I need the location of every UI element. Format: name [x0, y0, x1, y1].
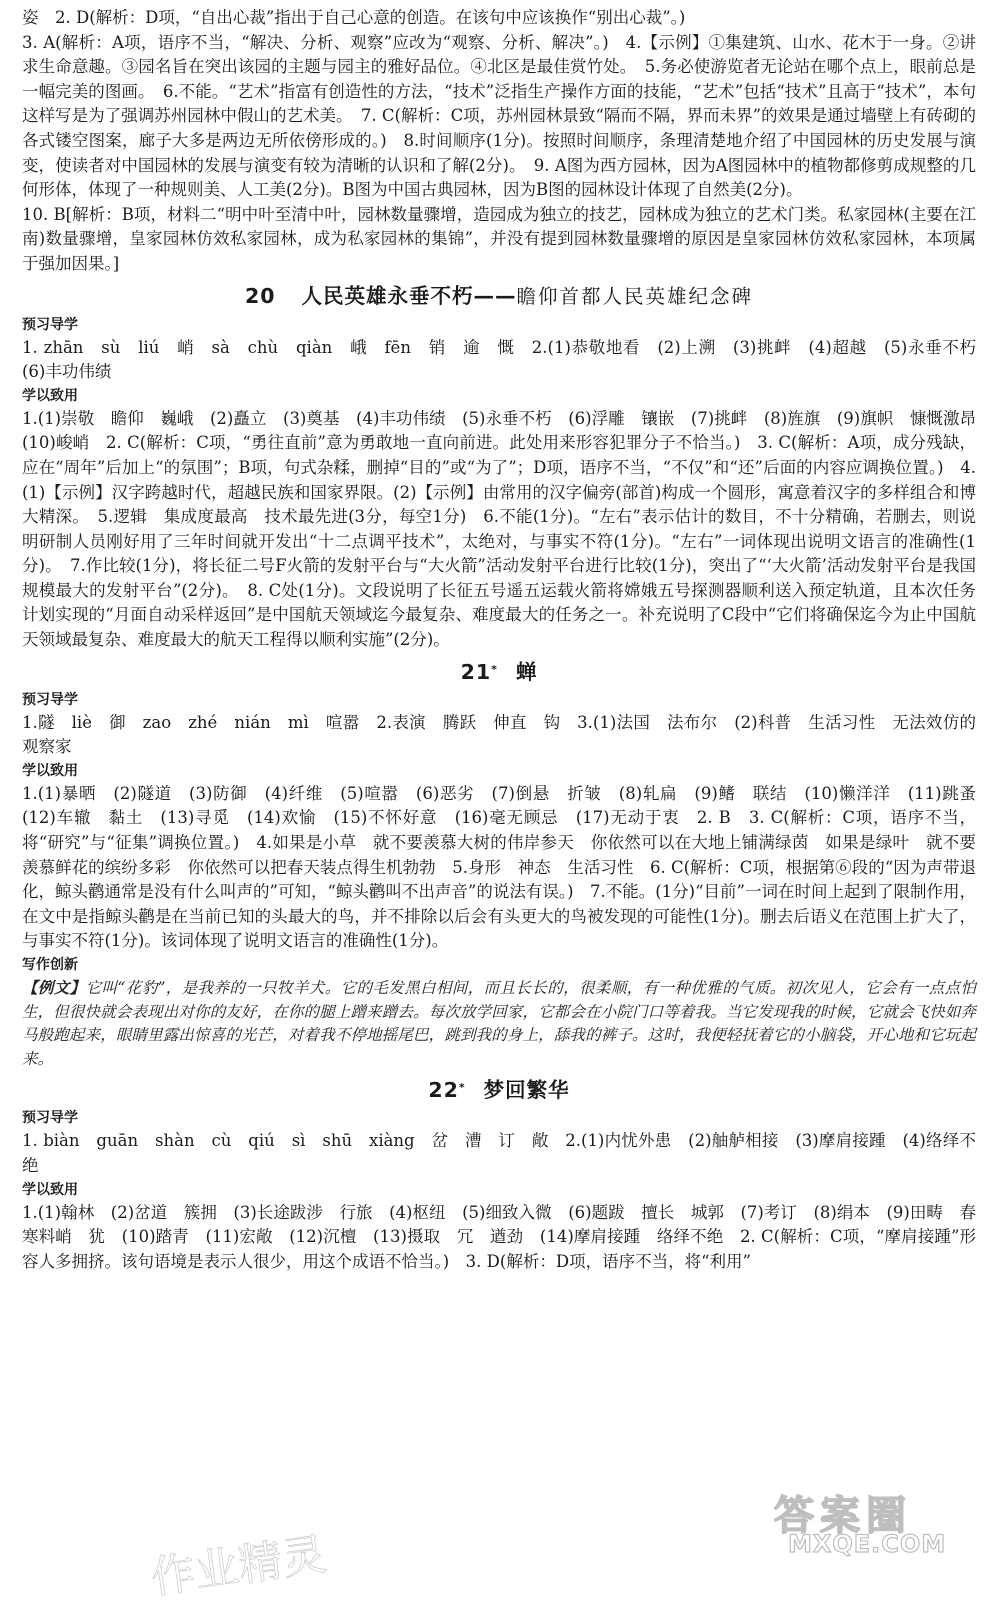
section-label-apply: 学以致用 [22, 762, 78, 779]
apply-answers: 1.(1)暴晒 (2)隧道 (3)防御 (4)纤维 (5)喧嚣 (6)恶劣 (7)倒悬 折皱 (8)轧扁 (9)鳍 联结 (10)懒洋洋 (11)跳蚤 (12)车辙 黏土 (13)寻觅 (14)欢愉 (15)不怀好意 (16)毫无顾忌 (17)无动于衷 2. B 3. C(解析：C项，语序不当，将“研究”与“征集”调换位置。) 4.如果是小草 就不要羡慕大树的伟岸参天 你依然可以在大地上铺满绿茵 如果是绿叶 就不要羡慕鲜花的缤纷多彩 你依然可以把春天装点得生机勃勃 5.身形 神态 生活习性 6. C(解析：C项，根据第⑥段的“因为声带退化，鲸头鹳通常是没有什么叫声的”可知，“鲸头鹳叫不出声音”的说法有误。) 7.不能。(1分)“目前”一词在时间上起到了限制作用，在文中是指鲸头鹳是在当前已知的头最大的鸟，并不排除以后会有头更大的鸟被发现的可能性(1分)。删去后语义在范围上扩大了，与事实不符(1分)。该词体现了说明文语言的准确性(1分)。 [22, 783, 993, 951]
answer-paragraph: 10. B[解析：B项，材料二“明中叶至清中叶，园林数量骤增，造园成为独立的技艺，园林成为独立的艺术门类。私家园林(主要在江南)数量骤增，皇家园林仿效私家园林，成为私家园林的集锦”，并没有提到园林数量骤增的原因是皇家园林仿效私家园林，本项属于强加因果。] [22, 204, 976, 273]
preview-answers: 1.隧 liè 御 zao zhé nián mì 喧嚣 2.表演 腾跃 伸直 钩 3.(1)法国 法布尔 (2)科普 生活习性 无法效仿的观察家 [22, 712, 976, 757]
lesson-subtitle: 瞻仰首都人民英雄纪念碑 [516, 284, 754, 308]
optional-star: * [491, 662, 498, 676]
apply-answers: 1.(1)翰林 (2)岔道 簇拥 (3)长途跋涉 行旅 (4)枢纽 (5)细致入微 (6)题跋 擅长 城郭 (7)考订 (8)绢本 (9)田畴 春寒料峭 犹 (10)踏青 (11)宏敞 (12)沉檀 (13)摄取 冗 遒劲 (14)摩肩接踵 络绎不绝 2. C(解析：C项，“摩肩接踵”形容人多拥挤。该句语境是表示人很少，用这个成语不恰当。) 3. D(解析：D项，语序不当，将“利用” [22, 1202, 976, 1271]
optional-star: * [458, 1081, 466, 1095]
section-label-preview: 预习导学 [22, 1110, 78, 1127]
lesson-title: 人民英雄永垂不朽—— [301, 283, 517, 308]
faint-watermark: 作业精灵 [147, 1528, 330, 1604]
apply-answers: 1.(1)崇敬 瞻仰 巍峨 (2)矗立 (3)奠基 (4)丰功伟绩 (5)永垂不朽 (6)浮雕 镶嵌 (7)挑衅 (8)旌旗 (9)旗帜 慷慨激昂 (10)峻峭 2. C(解析：C项，“勇往直前”意为勇敢地一直向前进。此处用来形容犯罪分子不恰当。) 3. C(解析：A项，成分残缺，应在“周年”后加上“的氛围”；B项，句式杂糅，删掉“目的”或“为了”；D项，语序不当，“不仅”和“还”后面的内容应调换位置。) 4.(1)【示例】汉字跨越时代，超越民族和国家界限。(2)【示例】由常用的汉字偏旁(部首)构成一个圆形，寓意着汉字的多样组合和博大精深。 5.逻辑 集成度最高 技术最先进(3分，每空1分) 6.不能(1分)。“左右”表示估计的数目，不十分精确，若删去，则说明研制人员刚好用了三年时间就开发出“十二点调平技术”，太绝对，与事实不符(1分)。“左右”一词体现出说明文语言的准确性(1分)。 7.作比较(1分)，将长征二号F火箭的发射平台与“大火箭”活动发射平台进行比较(1分)，突出了“‘大火箭’活动发射平台是我国规模最大的发射平台”(2分)。 8. C处(1分)。文段说明了长征五号遥五运载火箭将嫦娥五号探测器顺利送入预定轨道，且本次任务计划实现的“月面自动采样返回”是中国航天领域迄今最复杂、难度最大的任务之一。补充说明了C段中“它们将确保迄今为止中国航天领域最复杂、难度最大的航天工程得以顺利实施”(2分)。 [22, 408, 993, 650]
lesson-22-heading [22, 1073, 976, 1107]
section-label-apply: 学以致用 [22, 387, 78, 404]
preview-answers: 1. zhān sù liú 峭 sà chù qiàn 峨 fēn 销 逾 慨 2.(1)恭敬地看 (2)上溯 (3)挑衅 (4)超越 (5)永垂不朽 (6)丰功伟绩 [22, 337, 993, 382]
lesson-21-heading [22, 655, 976, 689]
watermark-url: MXQE.COM [788, 1530, 947, 1558]
lesson-number: 20 [244, 283, 276, 308]
lesson-title: 蝉 [515, 659, 538, 684]
lesson-number: 21 [460, 659, 492, 684]
preview-answers: 1. biàn guān shàn cù qiú sì shū xiàng 岔 漕 订 敞 2.(1)内忧外患 (2)舳舻相接 (3)摩肩接踵 (4)络绎不绝 [22, 1131, 976, 1175]
answer-paragraph: 姿 2. D(解析：D项，“自出心裁”指出于自己心意的创造。在该句中应该换作“别出心裁”。) [22, 8, 686, 27]
example-text: 它叫“花豹”，是我养的一只牧羊犬。它的毛发黑白相间，而且长长的，很柔顺，有一种优雅的气质。初次见人，它会有一点点怕生，但很快就会表现出对你的友好，在你的腿上蹭来蹭去。每次放学回家，它都会在小院门口等着我。当它发现我的时候，它就会飞快如奔马般跑起来，眼睛里露出惊喜的光芒，对着我不停地摇尾巴，跳到我的身上，舔我的裤子。这时，我便轻抚着它的小脑袋，开心地和它玩起来。 [22, 979, 976, 1068]
section-label-preview: 预习导学 [22, 691, 78, 708]
answer-paragraph: 3. A(解析：A项，语序不当，“解决、分析、观察”应改为“观察、分析、解决”。) 4.【示例】①集建筑、山水、花木于一身。②讲求生命意趣。③园名旨在突出该园的主题与园主的雅好品位。④北区是最佳赏竹处。 5.务必使游览者无论站在哪个点上，眼前总是一幅完美的图画。 6.不能。“艺术”指富有创造性的方法，“技术”泛指生产操作方面的技能，“艺术”包括“技术”且高于“技术”，本句这样写是为了强调苏州园林中假山的艺术美。 7. C(解析：C项，苏州园林景致“隔而不隔，界而未界”的效果是通过墙壁上有砖砌的各式镂空图案，廊子大多是两边无所依傍形成的。) 8.时间顺序(1分)。按照时间顺序，条理清楚地介绍了中国园林的历史发展与演变，使读者对中国园林的发展与演变有较为清晰的认识和了解(2分)。 9. A图为西方园林，因为A图园林中的植物都修剪成规整的几何形体，体现了一种规则美、人工美(2分)。B图为中国古典园林，因为B图的园林设计体现了自然美(2分)。 [22, 32, 976, 200]
section-label-writing: 写作创新 [22, 957, 78, 973]
watermark-logo-text: 答案圈 [774, 1493, 912, 1539]
example-essay [22, 976, 976, 1071]
section-label-preview: 预习导学 [22, 316, 78, 333]
section-label-apply: 学以致用 [22, 1181, 78, 1198]
example-tag: 【例文】 [22, 978, 86, 997]
lesson-number: 22 [428, 1078, 459, 1103]
lesson-title: 梦回繁华 [483, 1078, 570, 1103]
lesson-20-heading [22, 279, 976, 314]
